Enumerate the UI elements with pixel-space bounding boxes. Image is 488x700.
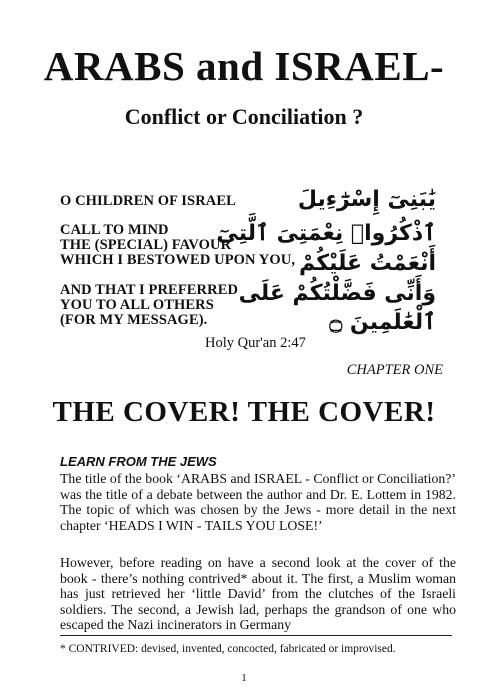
arabic-line-1: يَٰبَنِىٓ إِسْرَٰٓءِيلَ [297,187,436,212]
footnote-divider [60,635,452,636]
verse-line-3c: (FOR MY MESSAGE). [60,312,208,328]
section-subheading: LEARN FROM THE JEWS [60,454,217,469]
verse-line-2a: CALL TO MIND [60,222,169,238]
arabic-line-4: وَأَنِّى فَضَّلْتُكُمْ عَلَى [238,281,436,306]
page-number: 1 [241,672,247,684]
footnote: * CONTRIVED: devised, invented, concocted, fabricated or improvised. [60,643,396,655]
arabic-line-3: أَنْعَمْتُ عَلَيْكُمْ [299,251,436,276]
chapter-heading: THE COVER! THE COVER! [52,396,436,428]
verse-line-2b: THE (SPECIAL) FAVOUR [60,237,232,253]
body-paragraph-1: The title of the book ‘ARABS and ISRAEL - Conflict or Conciliation?’ was the title of a debate between the author and Dr. E. Lottem in 1982. The topic of which was chosen by the Jews - more detail in the next chapter ‘HEADS I WIN - TAILS YOU LOSE!’ [60,471,456,533]
page-title: ARABS and ISRAEL- [43,43,445,89]
arabic-line-5: ٱلْعَٰلَمِينَ ۝ [329,310,436,335]
verse-line-3b: YOU TO ALL OTHERS [60,297,214,313]
chapter-label: CHAPTER ONE [346,362,443,378]
verse-line-3a: AND THAT I PREFERRED [60,282,239,298]
verse-line-1: O CHILDREN OF ISRAEL [60,193,236,209]
verse-line-2c: WHICH I BESTOWED UPON YOU, [60,252,296,268]
page-subtitle: Conflict or Conciliation ? [124,104,364,129]
arabic-line-2: ٱذْكُرُوا۟ نِعْمَتِىَ ٱلَّتِىٓ [216,221,436,246]
verse-citation: Holy Qur'an 2:47 [205,335,306,351]
body-paragraph-2: However, before reading on have a second look at the cover of the book - there’s nothing contrived* about it. The first, a Muslim woman has just retrieved her ‘little David’ from the clutches of the Israeli soldiers. The second, a Jewish lad, perhaps the grandson of one who escaped the Nazi incinerators in Germany [60,555,456,632]
